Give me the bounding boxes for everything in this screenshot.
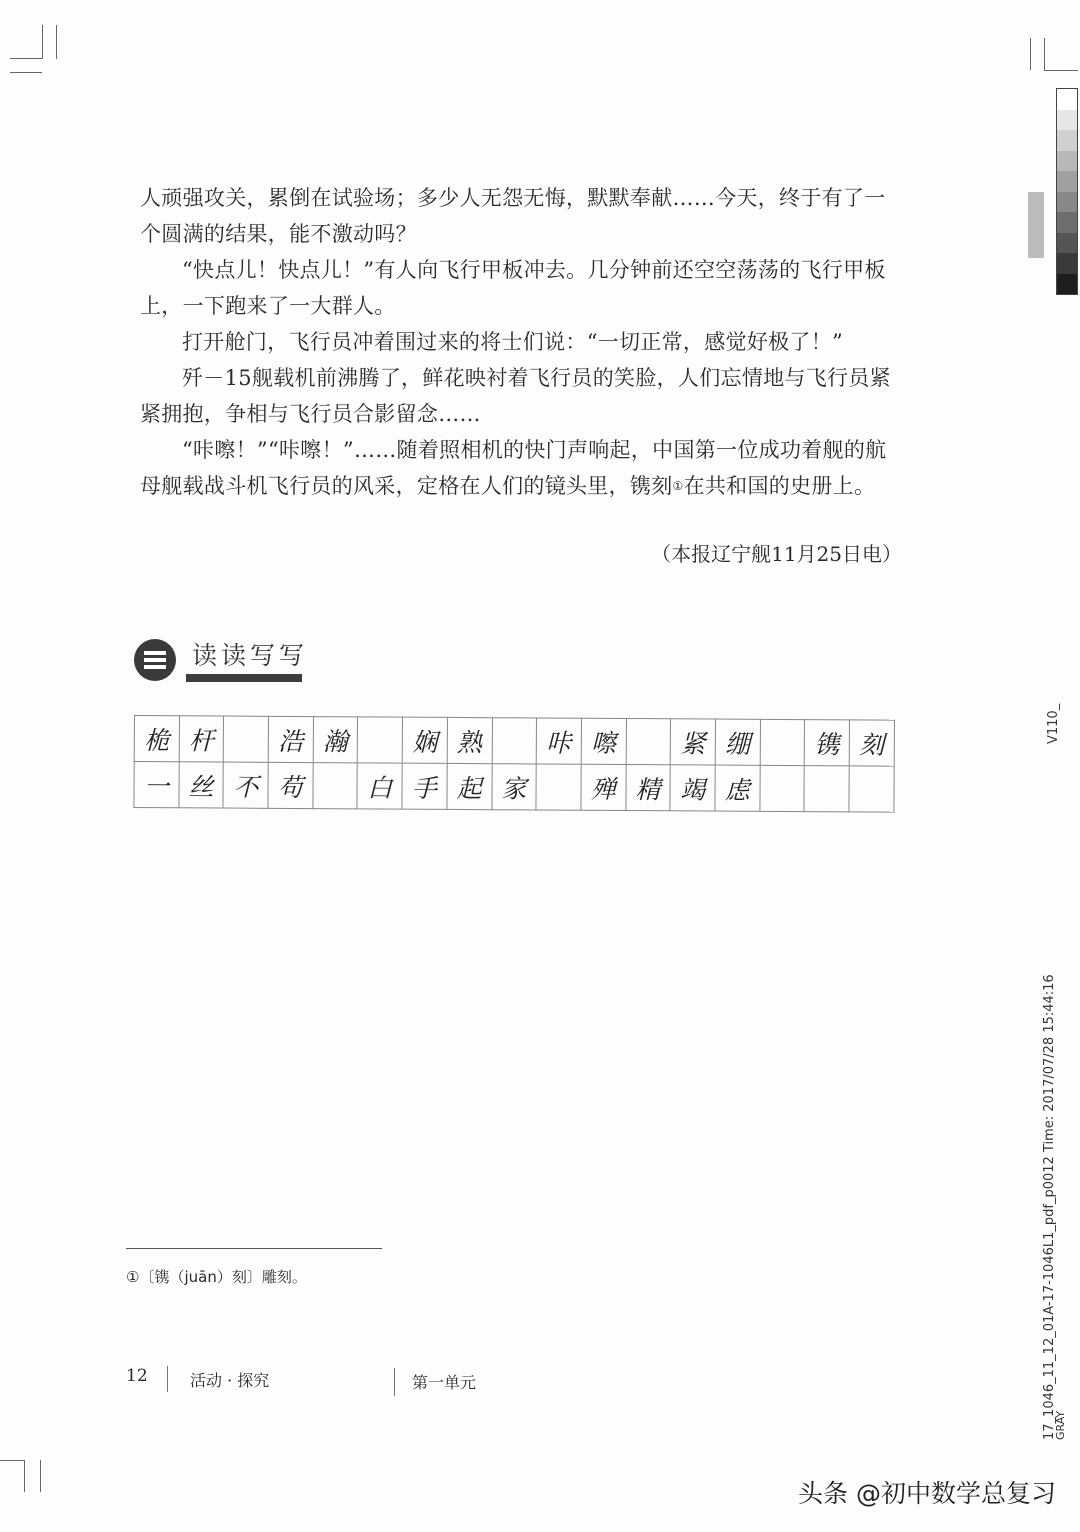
grid-cell: 刻 <box>849 720 894 766</box>
footer-unit: 第一单元 <box>412 1373 477 1392</box>
watermark: 头条 @初中数学总复习 <box>798 1479 1056 1508</box>
grid-cell: 精 <box>625 765 670 811</box>
grid-cell: 咔 <box>536 718 581 764</box>
article-body <box>140 180 902 504</box>
grid-cell: 丝 <box>179 762 224 808</box>
paragraph-text: “咔嚓！”“咔嚓！”……随着照相机的快门声响起，中国第一位成功着舰的航母舰载战斗机飞行员的风采，定格在人们的镜头里，镌刻 <box>140 438 887 498</box>
writing-grid <box>133 715 894 813</box>
grid-cell: 镌 <box>805 720 850 766</box>
paragraph: “快点儿！快点儿！”有人向飞行甲板冲去。几分钟前还空空荡荡的飞行甲板上，一下跑来了一大群人。 <box>140 258 886 318</box>
grid-row <box>134 716 894 767</box>
grid-cell: 绷 <box>715 719 760 765</box>
crop-mark <box>1044 70 1078 71</box>
footnote: ①〔镌（juān）刻〕雕刻。 <box>126 1268 307 1286</box>
grid-cell: 家 <box>491 764 536 810</box>
grid-cell: 熟 <box>447 717 492 763</box>
grid-cell <box>804 766 849 812</box>
footnote-divider <box>126 1248 382 1249</box>
footer-section: 活动 · 探究 <box>190 1371 270 1390</box>
grid-cell: 殚 <box>581 764 626 810</box>
grid-cell: 手 <box>402 763 447 809</box>
crop-mark <box>40 1460 41 1492</box>
paragraph: 打开舱门，飞行员冲着围过来的将士们说：“一切正常，感觉好极了！” <box>182 330 844 354</box>
crop-mark <box>1030 38 1031 70</box>
paragraph: 歼－15舰载机前沸腾了，鲜花映衬着飞行员的笑脸，人们忘情地与飞行员紧紧拥抱，争相与飞行员合影留念…… <box>140 366 891 426</box>
crop-mark <box>24 1460 25 1492</box>
grid-cell: 苟 <box>268 762 313 808</box>
grid-cell: 瀚 <box>313 717 358 763</box>
grid-cell: 杆 <box>179 716 224 762</box>
grid-cell: 桅 <box>134 716 179 762</box>
crop-mark <box>0 1460 24 1461</box>
gray-mark: GRAY <box>1054 1410 1067 1440</box>
version-mark: V110_ <box>1046 703 1061 744</box>
grid-cell: 虑 <box>715 765 760 811</box>
three-lines-icon <box>134 639 176 681</box>
footnote-ref[interactable]: ① <box>672 479 684 493</box>
grid-cell <box>492 718 537 764</box>
grid-cell <box>849 766 894 812</box>
grid-cell: 浩 <box>268 716 313 762</box>
crop-mark <box>56 25 57 59</box>
grid-cell: 起 <box>447 763 492 809</box>
grid-cell <box>313 763 358 809</box>
grid-cell: 白 <box>357 763 402 809</box>
paragraph-text: 在共和国的史册上。 <box>683 474 876 498</box>
section-title-underline <box>186 674 302 682</box>
crop-mark <box>10 58 42 59</box>
grid-cell: 嚓 <box>581 718 626 764</box>
section-title: 读读写写 <box>192 641 309 670</box>
grid-cell: 竭 <box>670 765 715 811</box>
crop-mark <box>10 72 42 73</box>
gray-patch <box>1028 192 1044 258</box>
grid-cell <box>536 764 581 810</box>
grid-cell <box>626 719 671 765</box>
gray-scale-bar <box>1056 88 1078 295</box>
grid-cell <box>224 716 269 762</box>
grid-cell <box>760 719 805 765</box>
print-slug: 17_1046_11_12_01A-17-1046L1_pdf_p0012 Time: 2017/07/28 15:44:16 <box>1042 974 1057 1440</box>
grid-row <box>134 762 894 813</box>
grid-cell <box>358 717 403 763</box>
grid-cell <box>760 765 805 811</box>
grid-cell: 娴 <box>402 717 447 763</box>
crop-mark <box>42 25 43 59</box>
footer-divider <box>394 1368 395 1396</box>
paragraph: 人顽强攻关，累倒在试验场；多少人无怨无悔，默默奉献……今天，终于有了一个圆满的结果，能不激动吗？ <box>140 186 886 246</box>
page-number: 12 <box>126 1366 148 1386</box>
grid-cell: 一 <box>134 762 179 808</box>
crop-mark <box>1044 38 1045 70</box>
grid-cell: 紧 <box>670 719 715 765</box>
paragraph <box>140 432 902 504</box>
grid-cell: 不 <box>223 762 268 808</box>
footer-divider <box>167 1366 168 1392</box>
dateline: （本报辽宁舰11月25日电） <box>651 542 902 566</box>
